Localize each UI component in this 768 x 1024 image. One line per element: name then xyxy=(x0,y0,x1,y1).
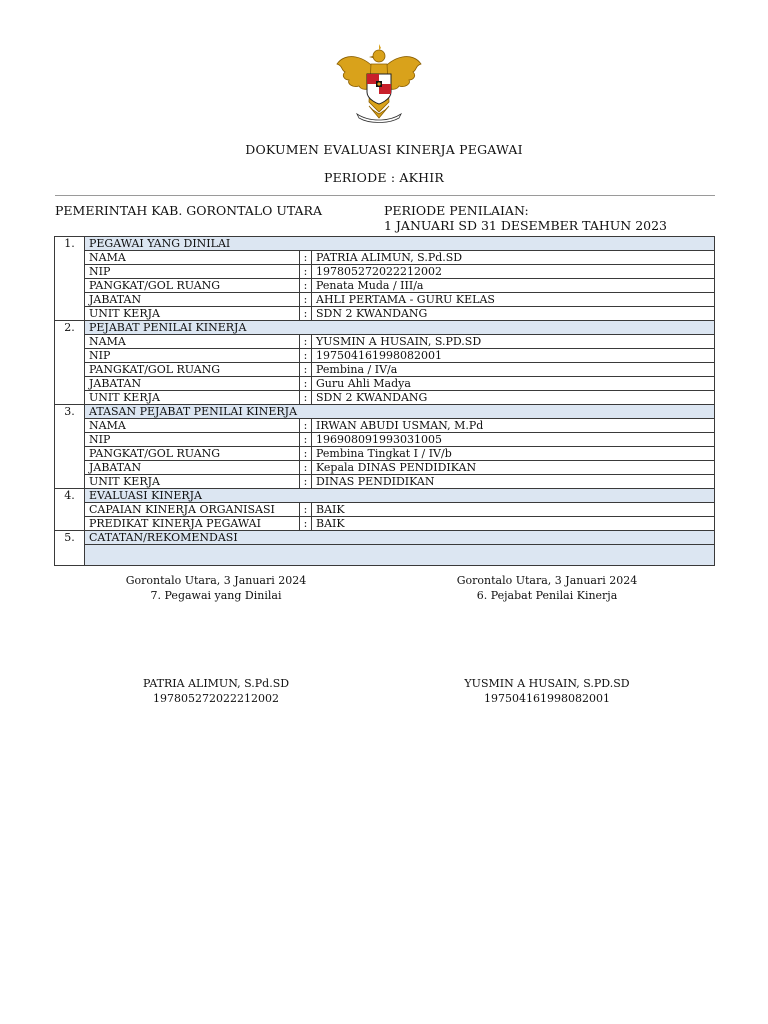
field-label: JABATAN xyxy=(85,461,300,475)
table-row xyxy=(55,349,715,363)
field-value: SDN 2 KWANDANG xyxy=(312,307,715,321)
field-value: BAIK xyxy=(312,503,715,517)
table-row xyxy=(55,517,715,531)
field-label: NAMA xyxy=(85,251,300,265)
field-separator: : xyxy=(300,251,312,265)
field-label: UNIT KERJA xyxy=(85,391,300,405)
table-row xyxy=(55,279,715,293)
field-value: PATRIA ALIMUN, S.Pd.SD xyxy=(312,251,715,265)
field-value: Guru Ahli Madya xyxy=(312,377,715,391)
field-value: Kepala DINAS PENDIDIKAN xyxy=(312,461,715,475)
field-label: PANGKAT/GOL RUANG xyxy=(85,363,300,377)
divider xyxy=(55,195,715,196)
table-row xyxy=(55,419,715,433)
field-label: PREDIKAT KINERJA PEGAWAI xyxy=(85,517,300,531)
section-header-row xyxy=(55,237,715,251)
right-signature-nip: 197504161998082001 xyxy=(484,692,610,705)
field-separator: : xyxy=(300,391,312,405)
section-title: PEGAWAI YANG DINILAI xyxy=(85,237,715,251)
section-number: 3. xyxy=(55,405,85,489)
field-label: NIP xyxy=(85,265,300,279)
field-label: NIP xyxy=(85,349,300,363)
left-signature-date: Gorontalo Utara, 3 Januari 2024 xyxy=(125,574,307,587)
section-header-row xyxy=(55,531,715,545)
table-row xyxy=(55,475,715,489)
field-value: AHLI PERTAMA - GURU KELAS xyxy=(312,293,715,307)
field-value: 196908091993031005 xyxy=(312,433,715,447)
notes-cell xyxy=(85,545,715,566)
right-signature-name: YUSMIN A HUSAIN, S.PD.SD xyxy=(464,677,630,690)
right-signature-date: Gorontalo Utara, 3 Januari 2024 xyxy=(456,574,638,587)
field-separator: : xyxy=(300,279,312,293)
field-label: NAMA xyxy=(85,419,300,433)
institution-name: PEMERINTAH KAB. GORONTALO UTARA xyxy=(55,203,322,218)
period-line: PERIODE : AKHIR xyxy=(323,170,445,185)
section-title: PEJABAT PENILAI KINERJA xyxy=(85,321,715,335)
field-separator: : xyxy=(300,475,312,489)
table-row xyxy=(55,251,715,265)
section-number: 5. xyxy=(55,531,85,566)
field-separator: : xyxy=(300,335,312,349)
field-separator: : xyxy=(300,419,312,433)
table-row xyxy=(55,433,715,447)
field-separator: : xyxy=(300,503,312,517)
table-row xyxy=(55,461,715,475)
table-row xyxy=(55,377,715,391)
field-separator: : xyxy=(300,363,312,377)
table-row xyxy=(55,503,715,517)
field-value: Pembina / IV/a xyxy=(312,363,715,377)
right-signature-role: 6. Pejabat Penilai Kinerja xyxy=(476,589,618,602)
garuda-emblem-icon xyxy=(335,44,423,124)
section-number: 1. xyxy=(55,237,85,321)
field-value: YUSMIN A HUSAIN, S.PD.SD xyxy=(312,335,715,349)
field-value: SDN 2 KWANDANG xyxy=(312,391,715,405)
table-row xyxy=(55,293,715,307)
field-label: NIP xyxy=(85,433,300,447)
field-separator: : xyxy=(300,517,312,531)
section-title: EVALUASI KINERJA xyxy=(85,489,715,503)
field-label: PANGKAT/GOL RUANG xyxy=(85,279,300,293)
left-signature-role: 7. Pegawai yang Dinilai xyxy=(150,589,282,602)
field-label: PANGKAT/GOL RUANG xyxy=(85,447,300,461)
field-separator: : xyxy=(300,377,312,391)
table-row xyxy=(55,335,715,349)
document-title: DOKUMEN EVALUASI KINERJA PEGAWAI xyxy=(245,142,523,157)
field-label: CAPAIAN KINERJA ORGANISASI xyxy=(85,503,300,517)
field-separator: : xyxy=(300,433,312,447)
table-row xyxy=(55,307,715,321)
table-row xyxy=(55,265,715,279)
field-value: Penata Muda / III/a xyxy=(312,279,715,293)
field-label: JABATAN xyxy=(85,293,300,307)
assessment-period-value: 1 JANUARI SD 31 DESEMBER TAHUN 2023 xyxy=(384,218,668,233)
section-title: ATASAN PEJABAT PENILAI KINERJA xyxy=(85,405,715,419)
section-header-row xyxy=(55,489,715,503)
left-signature-name: PATRIA ALIMUN, S.Pd.SD xyxy=(142,677,290,690)
field-label: UNIT KERJA xyxy=(85,475,300,489)
field-value: IRWAN ABUDI USMAN, M.Pd xyxy=(312,419,715,433)
field-value: 197504161998082001 xyxy=(312,349,715,363)
evaluation-table xyxy=(54,236,715,566)
table-row xyxy=(55,447,715,461)
field-separator: : xyxy=(300,293,312,307)
left-signature-nip: 197805272022212002 xyxy=(153,692,279,705)
field-separator: : xyxy=(300,461,312,475)
field-label: NAMA xyxy=(85,335,300,349)
field-separator: : xyxy=(300,307,312,321)
section-title: CATATAN/REKOMENDASI xyxy=(85,531,715,545)
section-number: 4. xyxy=(55,489,85,531)
assessment-period-label: PERIODE PENILAIAN: xyxy=(384,203,529,218)
field-label: UNIT KERJA xyxy=(85,307,300,321)
section-header-row xyxy=(55,321,715,335)
table-row xyxy=(55,363,715,377)
field-value: 197805272022212002 xyxy=(312,265,715,279)
field-value: Pembina Tingkat I / IV/b xyxy=(312,447,715,461)
field-label: JABATAN xyxy=(85,377,300,391)
field-separator: : xyxy=(300,447,312,461)
field-value: BAIK xyxy=(312,517,715,531)
section-header-row xyxy=(55,405,715,419)
table-row xyxy=(55,391,715,405)
field-value: DINAS PENDIDIKAN xyxy=(312,475,715,489)
field-separator: : xyxy=(300,265,312,279)
section-number: 2. xyxy=(55,321,85,405)
field-separator: : xyxy=(300,349,312,363)
notes-row xyxy=(55,545,715,566)
